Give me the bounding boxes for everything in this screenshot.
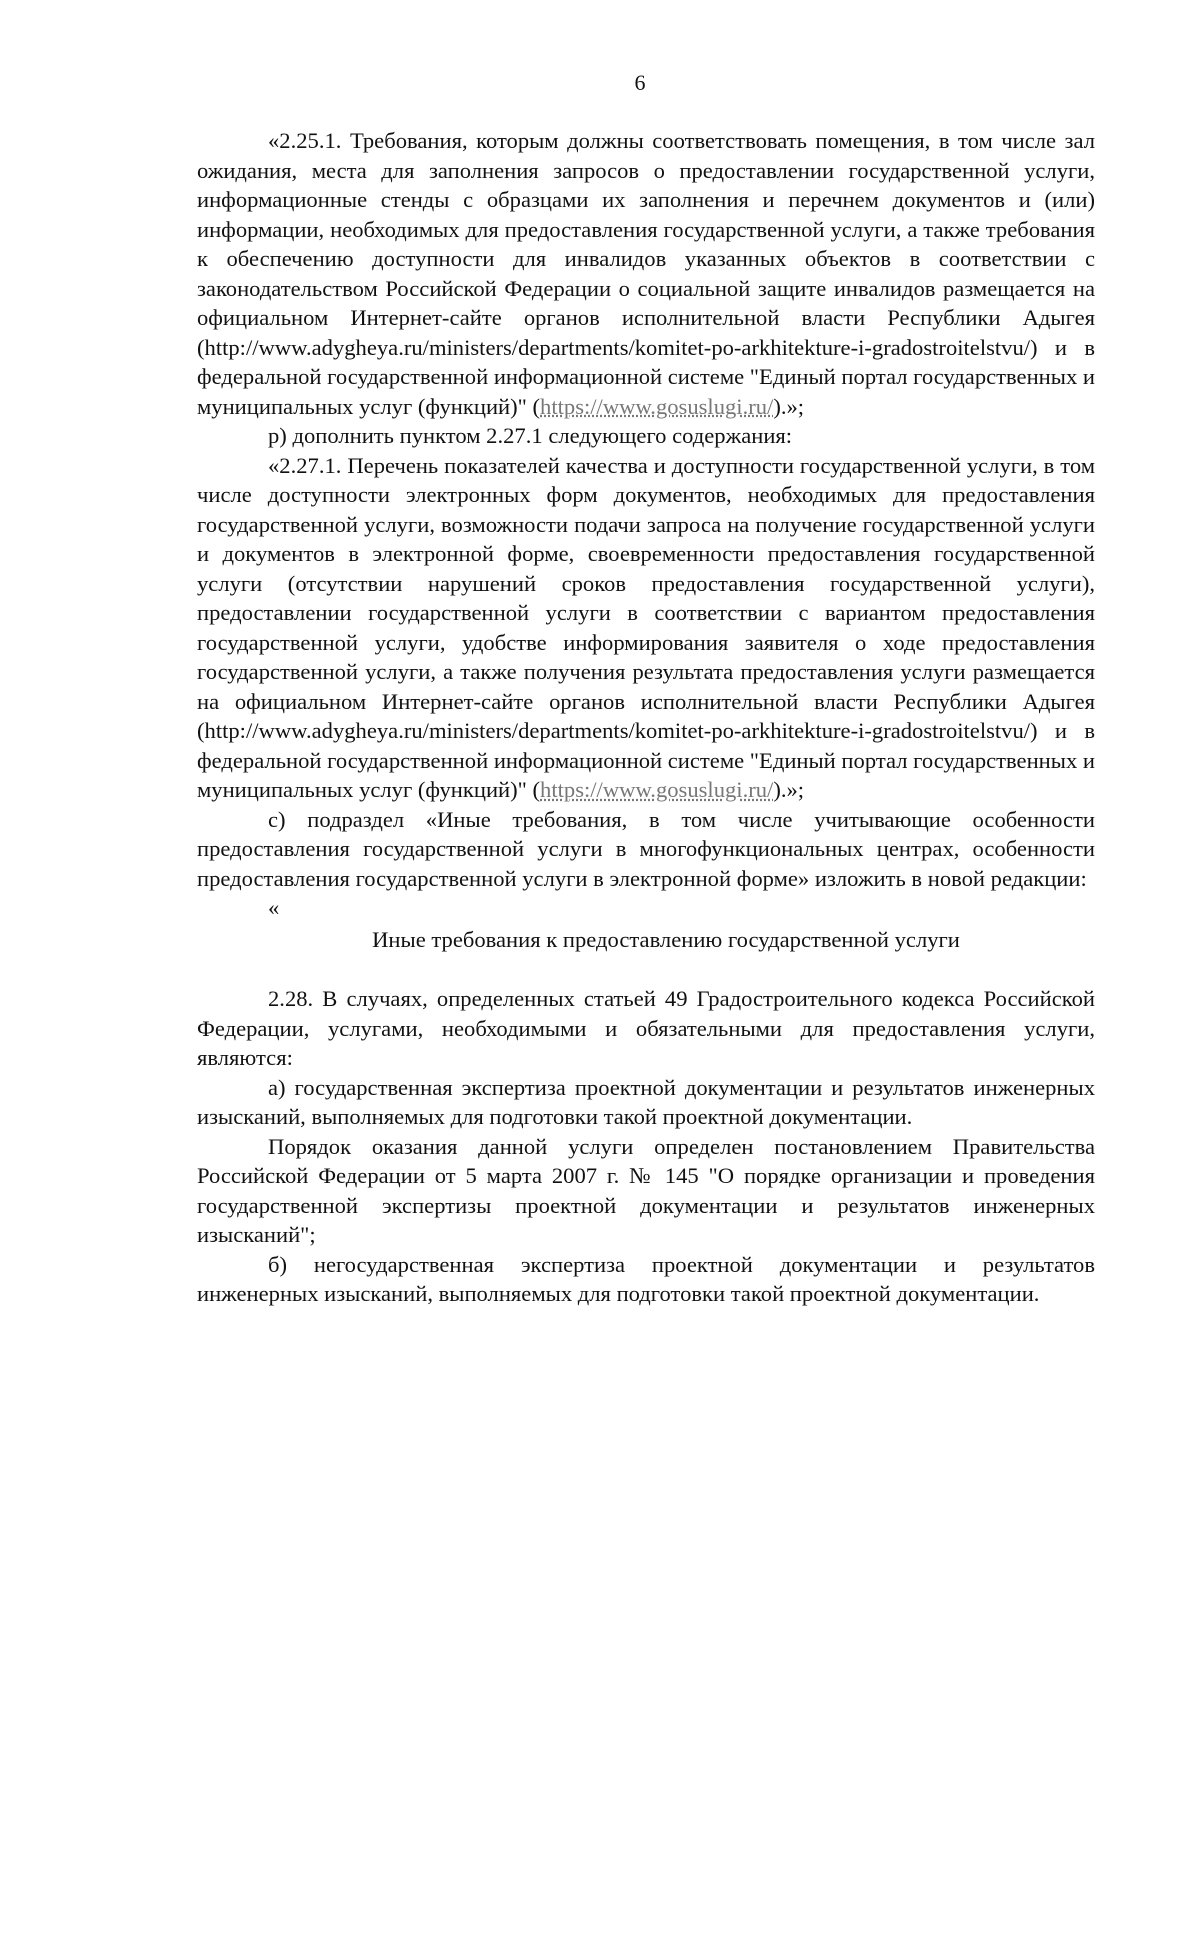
paragraph-2-27-1 [197, 451, 1095, 805]
page-number: 6 [634, 70, 646, 95]
paragraph-tail: ).»; [773, 777, 805, 802]
paragraph-text: «2.25.1. Требования, которым должны соответствовать помещения, в том числе зал ожидания, места для заполнения запросов о предоставлении государственной услуги, информационные стенды с образцами их заполнения и перечнем документов и (или) информации, необходимых для предоставления государственной услуги, а также требования к обеспечению доступности для инвалидов указанных объектов в соответствии с законодательством Российской Федерации о социальной защите инвалидов размещается на официальном Интернет-сайте органов исполнительной власти Республики Адыгея (http://www.adygheya.ru/ministers/departments/komitet-po-arkhitekture-i-gradostroitelstvu/) и в федеральной государственной информационной системе "Единый портал государственных и муниципальных услуг (функций)" ( [197, 128, 1095, 419]
gosuslugi-link[interactable]: https://www.gosuslugi.ru/ [540, 777, 774, 802]
paragraph-2-28: 2.28. В случаях, определенных статьей 49 Градостроительного кодекса Российской Федерации, услугами, необходимыми и обязательными для предоставления услуги, являются: [197, 986, 1095, 1070]
opening-quote: « [268, 895, 280, 920]
paragraph-2-25-1 [197, 126, 1095, 421]
paragraph-item-b: б) негосударственная экспертиза проектной документации и результатов инженерных изысканий, выполняемых для подготовки такой проектной документации. [197, 1251, 1095, 1306]
document-body [197, 126, 1095, 1309]
paragraph-text: «2.27.1. Перечень показателей качества и доступности государственной услуги, в том числе доступности электронных форм документов, необходимых для предоставления государственной услуги, возможности подачи запроса на получение государственной услуги и документов в электронной форме, своевременности предоставления государственной услуги (отсутствии нарушений сроков предоставления государственной услуги), предоставлении государственной услуги в соответствии с вариантом предоставления государственной услуги, удобстве информирования заявителя о ходе предоставления государственной услуги, а также получения результата предоставления услуги размещается на официальном Интернет-сайте органов исполнительной власти Республики Адыгея (http://www.adygheya.ru/ministers/departments/komitet-po-arkhitekture-i-gradostroitelstvu/) и в федеральной государственной информационной системе "Единый портал государственных и муниципальных услуг (функций)" ( [197, 452, 1095, 802]
paragraph-procedure: Порядок оказания данной услуги определен постановлением Правительства Российской Федерации от 5 марта 2007 г. № 145 "О порядке организации и проведения государственной экспертизы проектной документации и результатов инженерных изысканий"; [197, 1133, 1095, 1247]
section-heading: Иные требования к предоставлению государственной услуги [372, 926, 960, 952]
paragraph-item-r: р) дополнить пунктом 2.27.1 следующего содержания: [268, 423, 793, 448]
paragraph-item-s: с) подраздел «Иные требования, в том числе учитывающие особенности предоставления государственной услуги в многофункциональных центрах, особенности предоставления государственной услуги в электронной форме» изложить в новой редакции: [197, 806, 1095, 891]
paragraph-item-a: а) государственная экспертиза проектной документации и результатов инженерных изысканий, выполняемых для подготовки такой проектной документации. [197, 1074, 1095, 1129]
paragraph-tail: ).»; [773, 393, 805, 419]
gosuslugi-link[interactable]: https://www.gosuslugi.ru/ [540, 393, 774, 419]
